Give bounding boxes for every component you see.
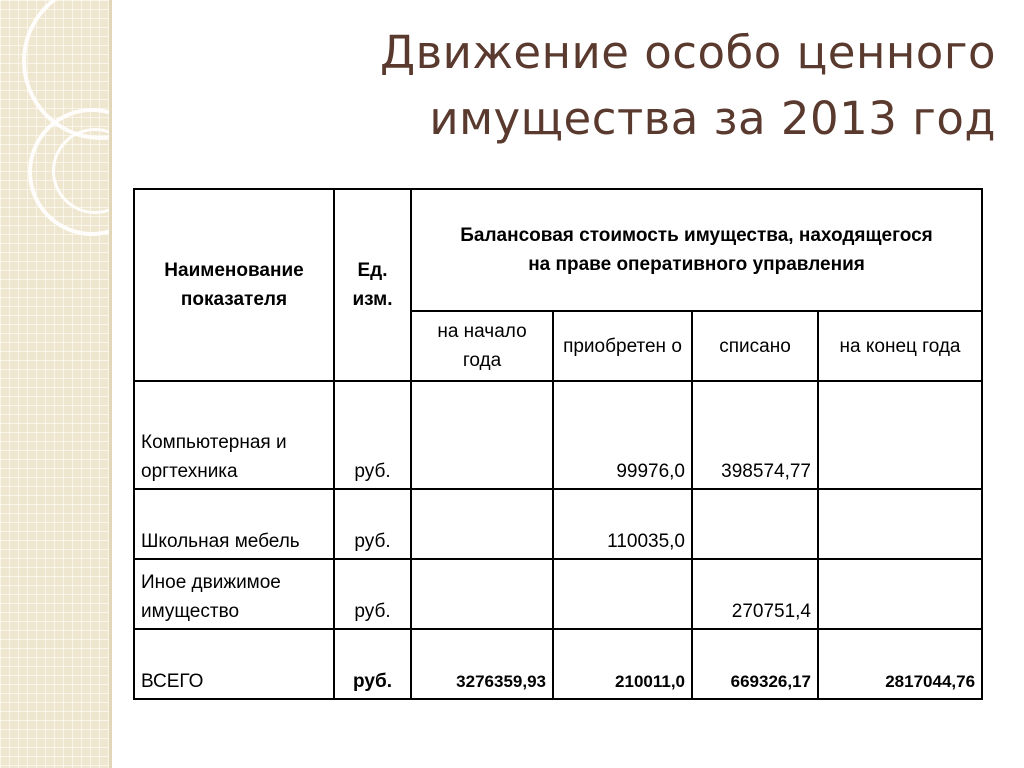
title-line-2: имущества за 2013 год bbox=[429, 92, 996, 145]
header-balance-value: Балансовая стоимость имущества, находящегося на праве оперативного управления bbox=[411, 189, 982, 311]
table-row bbox=[134, 381, 982, 489]
header-written-off: списано bbox=[692, 311, 818, 381]
table-row bbox=[134, 489, 982, 559]
header-acquired: приобретен о bbox=[553, 311, 692, 381]
table-row bbox=[134, 559, 982, 629]
row-start-value bbox=[411, 381, 553, 489]
row-acquired-value: 110035,0 bbox=[553, 489, 692, 559]
row-unit: руб. bbox=[334, 381, 411, 489]
row-unit: руб. bbox=[334, 489, 411, 559]
row-start-value bbox=[411, 559, 553, 629]
total-unit: руб. bbox=[334, 629, 411, 699]
total-end-value: 2817044,76 bbox=[818, 629, 982, 699]
row-acquired-value: 99976,0 bbox=[553, 381, 692, 489]
row-end-value bbox=[818, 559, 982, 629]
header-indicator-name: Наименование показателя bbox=[134, 189, 334, 381]
row-written-off-value: 270751,4 bbox=[692, 559, 818, 629]
row-acquired-value bbox=[553, 559, 692, 629]
row-name: Компьютерная и оргтехника bbox=[134, 381, 334, 489]
header-start-of-year: на начало года bbox=[411, 311, 553, 381]
row-name: Иное движимое имущество bbox=[134, 559, 334, 629]
row-written-off-value bbox=[692, 489, 818, 559]
property-movement-table bbox=[133, 188, 983, 700]
total-acquired-value: 210011,0 bbox=[553, 629, 692, 699]
total-start-value: 3276359,93 bbox=[411, 629, 553, 699]
page-title bbox=[236, 20, 996, 152]
decorative-ring bbox=[52, 128, 138, 214]
row-name: Школьная мебель bbox=[134, 489, 334, 559]
row-end-value bbox=[818, 489, 982, 559]
title-line-1: Движение особо ценного bbox=[379, 26, 996, 79]
row-end-value bbox=[818, 381, 982, 489]
total-written-off-value: 669326,17 bbox=[692, 629, 818, 699]
total-row bbox=[134, 629, 982, 699]
decorative-side-band bbox=[0, 0, 112, 768]
row-written-off-value: 398574,77 bbox=[692, 381, 818, 489]
row-start-value bbox=[411, 489, 553, 559]
row-unit: руб. bbox=[334, 559, 411, 629]
header-end-of-year: на конец года bbox=[818, 311, 982, 381]
header-unit: Ед. изм. bbox=[334, 189, 411, 381]
total-label: ВСЕГО bbox=[134, 629, 334, 699]
